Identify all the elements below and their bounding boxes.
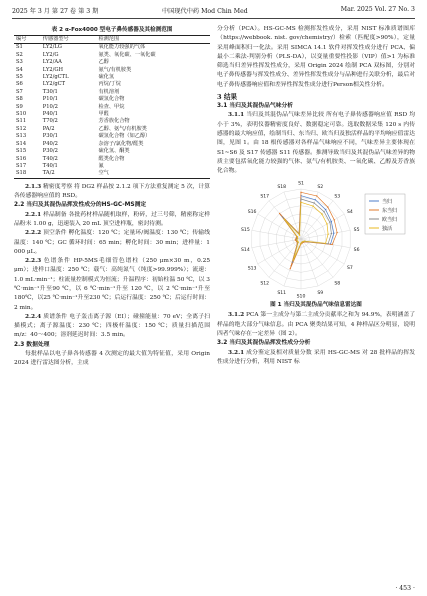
- sensor-id-cell: S10: [16, 111, 27, 118]
- sensor-id-cell: S9: [16, 103, 23, 110]
- table-row: [14, 59, 210, 66]
- legend-label: 独活: [382, 226, 393, 233]
- sensor-model-cell: P40/2: [42, 140, 58, 147]
- sensor-id-cell: S18: [16, 170, 27, 177]
- sensor-range-cell: 硫化氢: [98, 74, 115, 81]
- radar-data-point: [297, 238, 298, 239]
- paragraph-2-2-1: [14, 211, 210, 230]
- radar-data-point: [327, 244, 328, 245]
- text-2-2-4: 质谱条件 电子轰击离子源（EI）；碰撞能量：70 eV；全离子扫描模式；离子源温度：230 ℃；四极杆温度：150 ℃；质量扫描范围 m/z：40～400；溶剂延迟时间：3.5 min。: [14, 313, 210, 339]
- radar-data-point: [300, 199, 301, 200]
- sensor-id-cell: S17: [16, 162, 27, 169]
- table-caption: 表 2 α-Fox4000 型电子鼻传感器及其检测范围: [51, 27, 173, 33]
- radar-axis-label: S8: [334, 281, 341, 287]
- header-date: Mar. 2025 Vol. 27 No. 3: [340, 6, 415, 13]
- radar-axis-label: S18: [277, 185, 287, 191]
- left-column: [14, 25, 210, 582]
- radar-data-point: [293, 260, 294, 261]
- radar-axis-label: S6: [353, 248, 360, 254]
- table-row: [14, 52, 210, 59]
- header-rule: [12, 18, 415, 19]
- radar-data-point: [282, 216, 283, 217]
- radar-data-point: [327, 207, 328, 208]
- radar-axis-label: S1: [298, 181, 304, 187]
- table-row: [14, 67, 210, 74]
- sensor-model-cell: LY2/AA: [42, 59, 62, 66]
- table-row: [14, 148, 210, 155]
- heading-3-2-1: 3.2.1: [228, 349, 245, 356]
- sensor-id-cell: S2: [16, 51, 23, 58]
- sensor-id-cell: S3: [16, 59, 23, 66]
- heading-3-1-1: 3.1.1: [228, 112, 245, 119]
- table-row: [14, 44, 210, 52]
- sensor-id-cell: S13: [16, 133, 27, 140]
- radar-data-point: [315, 200, 316, 201]
- sensor-range-cell: 氨类、氧化碳、一氧化碳: [98, 51, 156, 58]
- text-3-2-1: 成分鉴定及相对质量分数 采用 HS-GC-MS 对 28 批样品的挥发性成分进行分析，利用 NIST 标: [217, 349, 415, 365]
- sensor-model-cell: LY2/gCTL: [42, 74, 69, 81]
- radar-axis-label: S15: [241, 228, 250, 234]
- heading-2-2-3: 2.2.3: [25, 258, 42, 265]
- table-row: [14, 96, 210, 103]
- radar-data-point: [331, 233, 332, 234]
- sensor-range-cell: 甲醛: [98, 111, 109, 118]
- radar-data-point: [298, 242, 299, 243]
- sensor-range-cell: 有机溶剂: [98, 88, 120, 95]
- sensor-model-cell: TA/2: [42, 170, 55, 177]
- section-2-2-heading: [14, 201, 210, 210]
- radar-axis-label: S5: [353, 228, 360, 234]
- header-journal: 中国现代中药 Mod Chin Med: [162, 8, 248, 15]
- radar-data-point: [301, 242, 302, 243]
- radar-data-point: [284, 219, 285, 220]
- sensor-model-cell: P30/1: [42, 133, 58, 140]
- sensor-range-cell: 氨气/有机胺类: [98, 66, 132, 73]
- sensor-model-cell: LY2/LG: [42, 44, 62, 51]
- sensor-range-cell: 乙醇、氨气/有机胺类: [98, 125, 147, 132]
- table-header-id: 编号: [16, 36, 27, 42]
- radar-axis-label: S9: [317, 291, 324, 297]
- sensor-model-cell: T40/1: [42, 162, 58, 169]
- radar-data-point: [326, 224, 327, 225]
- sensor-model-cell: P40/1: [42, 111, 58, 118]
- sensor-range-cell: 碳氢化合物: [98, 96, 125, 103]
- radar-data-point: [292, 262, 293, 263]
- heading-2-2-4: 2.2.4: [25, 313, 42, 320]
- radar-data-point: [296, 239, 297, 240]
- section-2-3-title: 2.3 数据处理: [14, 341, 50, 348]
- sensor-range-cell: 杂溶子/氯化物/醛类: [98, 140, 144, 147]
- running-header: [12, 6, 415, 18]
- section-3-2-heading: [217, 339, 415, 348]
- radar-spoke: [301, 239, 318, 286]
- section-2-2-title: 2.2 当归及其混伪品挥发性成分的HS-GC-MS测定: [14, 202, 147, 209]
- sensor-id-cell: S8: [16, 96, 23, 103]
- radar-data-point: [334, 220, 335, 221]
- radar-data-point: [279, 213, 280, 214]
- table-row: [14, 104, 210, 111]
- radar-axis-label: S17: [260, 195, 270, 201]
- radar-data-point: [332, 244, 333, 245]
- sensor-range-cell: 氟: [98, 162, 104, 169]
- table-row: [14, 170, 210, 178]
- radar-data-point: [299, 235, 300, 236]
- text-2-2-2: 顶空条件 孵化温度：120 ℃；定量环/阀温度：130 ℃；传输线温度：140 ℃；GC 循环时间：65 min；孵化时间：30 min；进样量：1 000 μL。: [14, 230, 210, 255]
- radar-data-point: [329, 222, 330, 223]
- sensor-range-cell: 氧化能力较强的气体: [98, 44, 146, 51]
- text-3-1-1: 当归及其混伪品气味差异比较 所有电子鼻传感器响应值 RSD 均小于 3%，表明仪器精密度良好、数据稳定可靠。选取数据采集 120 s 内传感器的最大响应值，绘制当归、东当归、欧当归及独活样品的平均响应值雷达图，见图 1。由 18 根传感器对各样品气味响应不同，气味差异主要体现在 S1~S6 及 S17 传感器 S11 传感器。推测导致当归及其混伪品气味差异的物质主要包括氧化能力较强的气体、氨气/有机胺类、一氧化碳、乙醇及芳香族化合物。: [217, 112, 415, 175]
- sensor-model-cell: P10/2: [42, 103, 58, 110]
- sensor-id-cell: S5: [16, 74, 23, 81]
- paragraph-2-1-3: [14, 183, 210, 202]
- radar-figure: [217, 179, 415, 299]
- sensor-model-cell: T70/2: [42, 118, 58, 125]
- radar-data-point: [304, 241, 305, 242]
- radar-data-point: [325, 209, 326, 210]
- radar-data-point: [313, 203, 314, 204]
- paragraph-2-3: 每批样品以电子鼻各传感器 4 次测定的最大值为特征值，采用 Origin 2024 进行雷达图分析，主成: [14, 351, 210, 367]
- table-header-model: 传感器型号: [42, 36, 69, 42]
- radar-axis-label: S3: [334, 195, 341, 201]
- radar-axis-label: S4: [346, 210, 353, 216]
- radar-data-point: [321, 214, 322, 215]
- paragraph-3-2-1: [217, 349, 415, 368]
- radar-spoke: [301, 192, 318, 239]
- radar-data-point: [300, 243, 301, 244]
- radar-data-point: [331, 221, 332, 222]
- sensor-range-cell: 检查、甲烷: [98, 103, 125, 110]
- sensor-model-cell: T30/1: [42, 88, 58, 95]
- radar-axis-label: S10: [296, 294, 306, 300]
- table-header-row: [14, 36, 210, 44]
- radar-data-point: [300, 202, 301, 203]
- legend-label: 当归: [382, 199, 393, 206]
- radar-data-point: [300, 192, 301, 193]
- paragraph-3-1-2: [217, 311, 415, 339]
- radar-series-line: [281, 196, 334, 266]
- sensor-id-cell: S12: [16, 125, 27, 132]
- heading-3-1-2: 3.1.2: [228, 312, 245, 319]
- sensor-id-cell: S14: [16, 140, 27, 147]
- paragraph-2-2-4: [14, 313, 210, 341]
- sensor-range-cell: 硫化氢、酮类: [98, 148, 130, 155]
- sensor-model-cell: P10/1: [42, 96, 58, 103]
- table-header-range: 检测范围: [98, 36, 120, 42]
- sensor-model-cell: PA/2: [42, 125, 55, 132]
- radar-axis-label: S14: [241, 248, 250, 254]
- radar-axis-label: S12: [260, 281, 270, 287]
- sensor-range-cell: 乙醇: [98, 59, 109, 66]
- paragraph-continued: 分分析（PCA）。HS-GC-MS 检测挥发性成分，采用 NIST 标准质谱图库（https://webbook. nist. gov/chemistry/）检索（匹配度>90%），定量采用峰面积归一化法。采用 SIMCA 14.1 软件对挥发性成分进行 PCA、偏最小二乘法-判别分析（PLS-DA），以变量重要性投影（VIP）值>1 为标准筛选当归差异性挥发性成分，采用 Origin 2024 绘制 PCA 双标图，分别对电子鼻传感器与挥发性成分、差异性挥发性成分与品种进行关联分析，最后对电子鼻传感器响应值和差异性挥发性成分进行Person相关性分析。: [217, 26, 415, 88]
- sensor-id-cell: S1: [16, 44, 23, 51]
- sensor-model-cell: P30/2: [42, 148, 58, 155]
- section-3-1-title: 3.1 当归及其混伪品气味分析: [217, 103, 294, 110]
- radar-data-point: [325, 243, 326, 244]
- sensor-range-cell: 芳香族化合物: [98, 118, 130, 125]
- text-2-2-1: 样品制备 各批药材样品随机取样，粉碎，过三号筛，精密称定样品粉末 1.00 g，迅速装入 20 mL 顶空进样瓶，密封待测。: [14, 211, 210, 227]
- radar-data-point: [316, 196, 317, 197]
- section-3-heading: 3 结果: [217, 93, 238, 102]
- sensor-model-cell: LY2/G: [42, 51, 59, 58]
- radar-data-point: [297, 241, 298, 242]
- section-3-2-title: 3.2 当归及其混伪品挥发性成分分析: [217, 340, 311, 347]
- radar-axis-label: S11: [277, 291, 287, 297]
- heading-2-2-2: 2.2.2: [25, 230, 42, 237]
- table-row: [14, 141, 210, 148]
- page-number: · 453 ·: [395, 585, 415, 592]
- legend-label: 欧当归: [382, 217, 398, 224]
- sensor-model-cell: LY2/GH: [42, 66, 64, 73]
- section-2-3-heading: [14, 341, 210, 350]
- header-issue: 2025 年 3 月 第 27 卷 第 3 期: [12, 8, 99, 15]
- radar-data-point: [295, 240, 296, 241]
- table-row: [14, 118, 210, 125]
- text-3-1-2: PCA 第一主成分与第二主成分贡献率之和为 94.9%，表明涵盖了样品的绝大部分气味信息。由 PCA 聚类结果可知，4 种样品区分明显，说明四者气味存在一定差异（图 2）。: [217, 312, 415, 338]
- heading-2-2-1: 2.2.1: [25, 211, 42, 218]
- sensor-id-cell: S15: [16, 148, 27, 155]
- radar-axis-label: S2: [317, 185, 324, 191]
- radar-data-point: [297, 237, 298, 238]
- sensor-model-cell: LY2/gCT: [42, 81, 66, 88]
- right-column: [217, 25, 415, 582]
- sensor-range-cell: 醛类化合物: [98, 155, 125, 162]
- sensor-id-cell: S4: [16, 66, 23, 73]
- table-row: [14, 133, 210, 140]
- paragraph-2-2-2: [14, 229, 210, 257]
- table-row: [14, 81, 210, 88]
- heading-2-1-3: 2.1.3: [25, 183, 42, 190]
- paragraph-3-1-1: [217, 111, 415, 176]
- sensor-model-cell: T40/2: [42, 155, 58, 162]
- radar-data-point: [336, 232, 337, 233]
- radar-spoke: [284, 192, 301, 239]
- radar-data-point: [327, 234, 328, 235]
- sensor-id-cell: S16: [16, 155, 27, 162]
- text-2-1-3: 精密度考察 将 DG2 样品按 2.1.2 项下方法重复测定 5 次，计算各传感器响应值的 RSD。: [14, 183, 210, 200]
- paragraph-2-2-3: [14, 257, 210, 313]
- table-row: [14, 163, 210, 170]
- sensor-id-cell: S7: [16, 88, 23, 95]
- radar-axis-label: S7: [346, 266, 353, 272]
- sensor-range-cell: 空气: [98, 170, 109, 177]
- radar-data-point: [323, 211, 324, 212]
- radar-data-point: [333, 233, 334, 234]
- figure-caption: 图 1 当归及其混伪品气味信息雷达图: [270, 302, 362, 309]
- section-3-1-heading: [217, 102, 415, 111]
- sensor-range-cell: 丙烷/丁烷: [98, 81, 121, 88]
- text-2-2-3: 色谱条件 HP-5MS毛细管色谱柱（250 μm×30 m，0.25 μm）；进样口温度：250 ℃；载气：高纯氮气（纯度>99.999%）；流速：1.0 mL·min⁻¹；柱流量控制模式为恒流；升温程序：初始柱温 50 ℃，以 3 ℃·min⁻¹升至90 ℃，以 6 ℃·min⁻¹升至 120 ℃，以 2 ℃·min⁻¹升至180℃，以25 ℃·min⁻¹升至230 ℃；后运行温度：250 ℃；后运行时间：2 min。: [14, 258, 210, 311]
- sensor-id-cell: S11: [16, 118, 27, 125]
- radar-data-point: [290, 269, 291, 270]
- radar-axis-label: S16: [247, 210, 257, 216]
- sensor-table: [14, 35, 210, 179]
- radar-data-point: [312, 206, 313, 207]
- radar-axis-label: S13: [247, 266, 257, 272]
- radar-chart: [217, 179, 415, 299]
- sensor-id-cell: S6: [16, 81, 23, 88]
- legend-label: 东当归: [382, 208, 398, 215]
- table-row: [14, 156, 210, 163]
- sensor-range-cell: 碳氢化合物（如乙醇）: [98, 133, 151, 140]
